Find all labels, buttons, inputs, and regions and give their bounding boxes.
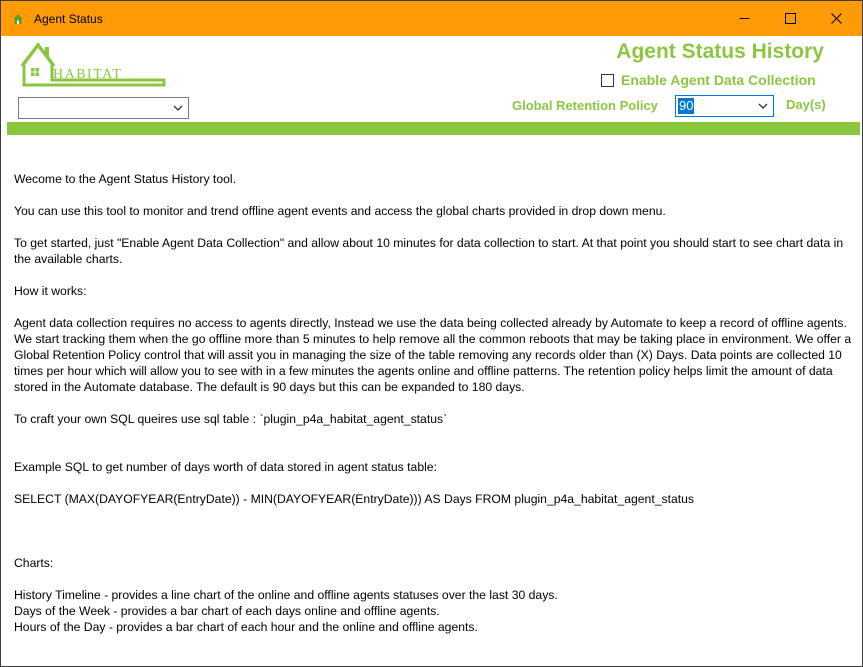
- example-sql-text: SELECT (MAX(DAYOFYEAR(EntryDate)) - MIN(DAYOFYEAR(EntryDate))) AS Days FROM plugin_p4a_habitat_agent_status: [14, 492, 695, 506]
- chart-desc-days: Days of the Week - provides a bar chart of each days online and offline agents.: [14, 604, 440, 618]
- enable-collection-control[interactable]: [601, 72, 816, 88]
- maximize-icon: [785, 13, 796, 24]
- title-bar[interactable]: [1, 1, 862, 36]
- page-title: Agent Status History: [616, 40, 824, 63]
- retention-unit-label: Day(s): [786, 97, 826, 112]
- header-panel: [1, 36, 862, 122]
- home-icon: [11, 12, 25, 26]
- info-text-panel: [14, 171, 854, 635]
- enable-collection-checkbox[interactable]: [601, 74, 614, 87]
- sql-table-text: To craft your own SQL queires use sql table : `plugin_p4a_habitat_agent_status`: [14, 412, 448, 426]
- svg-text:HABITAT: HABITAT: [53, 67, 123, 82]
- chart-desc-history: History Timeline - provides a line chart of the online and offline agents statuses over the last 30 days.: [14, 588, 558, 602]
- chevron-down-icon: [757, 100, 769, 112]
- retention-days-value: 90: [679, 98, 694, 113]
- window-title: Agent Status: [34, 11, 103, 26]
- habitat-logo: [18, 39, 166, 87]
- close-button[interactable]: [813, 1, 859, 36]
- header-divider: [7, 122, 860, 135]
- retention-policy-label: Global Retention Policy: [512, 98, 658, 113]
- minimize-icon: [739, 13, 750, 24]
- chevron-down-icon: [172, 102, 184, 114]
- getting-started-text: To get started, just "Enable Agent Data Collection" and allow about 10 minutes for data collection to start. At that point you should start to see chart data in the available charts.: [14, 236, 844, 266]
- enable-collection-label[interactable]: Enable Agent Data Collection: [621, 72, 816, 88]
- intro-text: You can use this tool to monitor and trend offline agent events and access the global charts provided in drop down menu.: [14, 204, 666, 218]
- close-icon: [831, 13, 842, 24]
- example-sql-heading: Example SQL to get number of days worth of data stored in agent status table:: [14, 460, 437, 474]
- maximize-button[interactable]: [767, 1, 813, 36]
- minimize-button[interactable]: [721, 1, 767, 36]
- chart-select-dropdown[interactable]: [18, 97, 189, 119]
- welcome-text: Wecome to the Agent Status History tool.: [14, 172, 236, 186]
- charts-heading: Charts:: [14, 556, 54, 570]
- chart-desc-hours: Hours of the Day - provides a bar chart of each hour and the online and offline agents.: [14, 620, 478, 634]
- how-it-works-heading: How it works:: [14, 284, 87, 298]
- how-it-works-text: Agent data collection requires no access to agents directly, Instead we use the data being collected already by Automate to keep a record of offline agents. We start tracking them when the go offline more than 5 minutes to help remove all the common reboots that may be taking place in environment. We offer a Global Retention Policy control that will assit you in managing the size of the table removing any records older than (X) Days. Data points are collected 10 times per hour which will allow you to see with in a few minutes the agents online and offline patterns. The retention policy helps limit the amount of data stored in the Automate database. The default is 90 days but this can be expanded to 180 days.: [14, 316, 852, 394]
- retention-days-dropdown[interactable]: [675, 95, 774, 117]
